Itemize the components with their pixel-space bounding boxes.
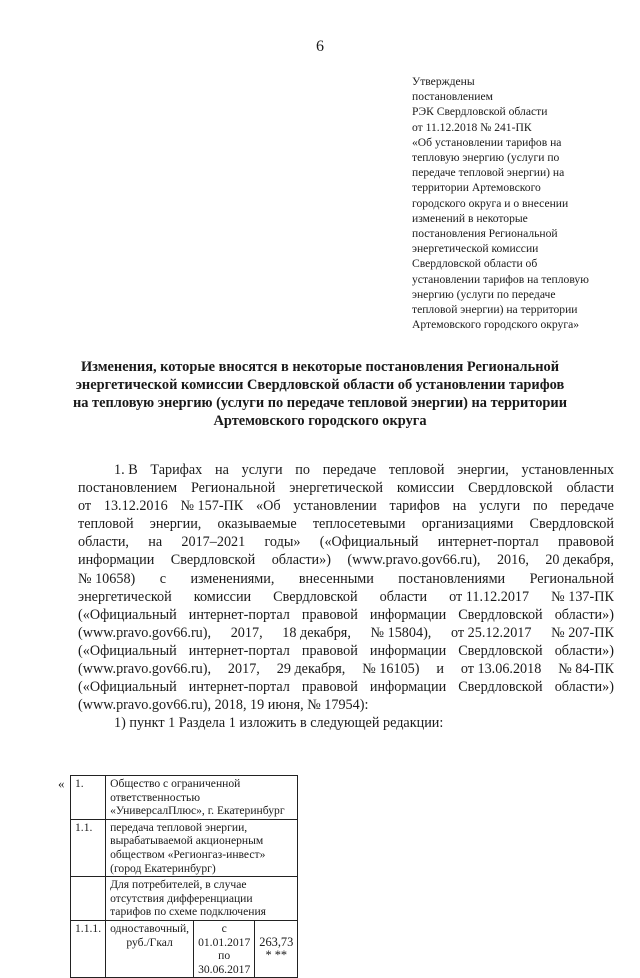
body-line	[78, 642, 614, 660]
body-word: 18 декабря,	[282, 624, 351, 641]
body-word: услуги	[479, 498, 521, 515]
body-word: («Официальный	[319, 534, 419, 551]
subitem-line: 1) пункт 1 Раздела 1 изложить в следующей редакции:	[114, 715, 444, 732]
body-word: на	[148, 534, 163, 551]
body-word: тарифов	[389, 498, 440, 515]
body-word: Свердловской	[468, 480, 553, 497]
body-word: комиссии	[193, 588, 252, 605]
quote-open-mark: «	[58, 776, 65, 791]
body-word: тепловой	[388, 462, 445, 478]
approval-line: передаче тепловой энергии) на	[412, 166, 565, 180]
body-line	[78, 479, 614, 497]
approval-line: энергетической комиссии	[412, 242, 539, 256]
approval-line: Свердловской области об	[412, 257, 538, 271]
body-word: энергии,	[457, 462, 509, 478]
body-word: Тарифах	[150, 462, 203, 478]
approval-line: Утверждены	[412, 75, 475, 88]
body-word: передаче	[322, 462, 377, 478]
body-word: информации	[369, 679, 447, 696]
title-line: Артемовского городского округа	[213, 413, 427, 429]
body-word: организациями	[421, 516, 514, 533]
body-word: области»)	[271, 552, 331, 569]
body-line	[78, 588, 614, 606]
body-word: правовой	[301, 679, 358, 696]
body-word: на	[452, 498, 467, 515]
table-row	[71, 920, 298, 977]
body-word: области	[566, 480, 614, 497]
body-word: 2016,	[496, 552, 529, 569]
body-word: («Официальный	[78, 679, 177, 696]
approval-line: РЭК Свердловской области	[412, 105, 548, 119]
body-word: услуги	[241, 462, 283, 478]
title-line: энергетической комиссии Свердловской области об установлении тарифов	[75, 377, 565, 393]
body-word: годы»	[264, 534, 301, 551]
body-word: № 137-ПК	[551, 588, 614, 605]
page-number: 6	[316, 38, 324, 55]
body-word: правовой	[301, 606, 358, 623]
body-word: интернет-портал	[188, 606, 290, 623]
body-word: Свердловской	[458, 679, 543, 696]
approval-line: территории Артемовского	[412, 181, 541, 195]
body-word: № 16105)	[362, 661, 420, 678]
document-title	[70, 358, 570, 430]
body-word: 13.12.2016	[103, 498, 168, 515]
body-word: Свердловской	[273, 588, 358, 605]
tariff-period: с 01.01.2017 по 30.06.2017	[194, 920, 255, 977]
row-number	[71, 877, 106, 921]
row-text: Общество с ограниченной ответственностью «УниверсалПлюс», г. Екатеринбург	[106, 776, 298, 820]
body-line	[78, 551, 614, 569]
approval-line: постановления Региональной	[412, 227, 558, 241]
body-word: по	[295, 462, 310, 478]
approval-line: постановлением	[412, 90, 493, 104]
body-word: области»)	[554, 642, 614, 659]
body-line	[78, 660, 614, 678]
body-word: Региональной	[190, 480, 276, 497]
approval-line: городского округа и о внесении	[412, 196, 569, 210]
body-word: постановлениями	[398, 570, 506, 587]
body-word: информации	[78, 552, 155, 569]
row-number: 1.	[71, 776, 106, 820]
body-word: Региональной	[529, 570, 614, 587]
body-word: Свердловской	[458, 642, 543, 659]
body-word: оказываемые	[217, 516, 297, 533]
body-paragraph	[78, 461, 614, 732]
body-line	[78, 497, 614, 515]
body-line	[78, 461, 614, 479]
approval-block	[412, 74, 622, 332]
body-word: (www.pravo.gov66.ru),	[78, 624, 212, 641]
body-word: интернет-портал	[437, 534, 539, 551]
table-row	[71, 776, 298, 820]
body-word: правовой	[558, 534, 614, 551]
body-line	[78, 515, 614, 533]
body-word: Свердловской	[529, 516, 614, 533]
tariff-table	[70, 775, 298, 978]
body-word: 20 декабря,	[545, 552, 614, 569]
body-word: № 15804),	[370, 624, 432, 641]
body-word: энергии,	[149, 516, 202, 533]
body-line	[78, 533, 614, 551]
body-word: (www.pravo.gov66.ru),	[78, 661, 212, 678]
body-word: (www.pravo.gov66.ru), 2018, 19 июня, № 17954):	[78, 697, 369, 714]
body-word: 1. В	[114, 462, 138, 478]
approval-line: установлении тарифов на тепловую	[412, 272, 589, 286]
approval-line: «Об установлении тарифов на	[412, 135, 562, 149]
table-row	[71, 877, 298, 921]
approval-line: тепловую энергию (услуги по	[412, 151, 560, 165]
body-word: энергетической	[78, 588, 172, 605]
body-word: тепловой	[78, 516, 134, 533]
body-word: области	[379, 588, 428, 605]
body-word: и	[436, 661, 444, 678]
body-word: (www.pravo.gov66.ru),	[347, 552, 481, 569]
body-line	[78, 570, 614, 588]
body-word: № 207-ПК	[551, 624, 614, 641]
body-line	[78, 624, 614, 642]
approval-line: изменений в некоторые	[412, 211, 528, 225]
body-word: от	[78, 498, 92, 515]
body-word: области,	[78, 534, 129, 551]
row-text: Для потребителей, в случае отсутствия дифференциации тарифов по схеме подключения	[106, 877, 298, 921]
row-number: 1.1.	[71, 819, 106, 876]
body-word: энергетической	[289, 480, 383, 497]
body-word: № 84-ПК	[558, 661, 614, 678]
body-word: на	[214, 462, 229, 478]
body-word: от 25.12.2017	[450, 624, 532, 641]
body-word: 2017,	[230, 624, 263, 641]
body-word: с	[159, 570, 167, 587]
approval-line: от 11.12.2018 № 241-ПК	[412, 120, 532, 134]
body-word: «Об	[256, 498, 281, 515]
title-line: Изменения, которые вносятся в некоторые постановления Региональной	[80, 359, 560, 375]
tariff-type: одноставочный, руб./Гкал	[106, 920, 194, 977]
body-word: передаче	[560, 498, 614, 515]
body-word: области»)	[554, 679, 614, 696]
body-word: № 157-ПК	[180, 498, 244, 515]
body-line	[78, 606, 614, 624]
body-word: Свердловской	[170, 552, 256, 569]
body-word: 2017,	[227, 661, 260, 678]
body-word: от 11.12.2017	[449, 588, 530, 605]
approval-line: Артемовского городского округа»	[412, 318, 580, 332]
body-word: установлении	[293, 498, 377, 515]
body-word: Свердловской	[458, 606, 543, 623]
body-word: комиссии	[396, 480, 455, 497]
body-word: («Официальный	[78, 642, 177, 659]
body-word: интернет-портал	[188, 679, 290, 696]
row-number: 1.1.1.	[71, 920, 106, 977]
body-word: информации	[369, 606, 447, 623]
row-text: передача тепловой энергии, вырабатываемой акционерным обществом «Регионгаз-инвест» (город Екатеринбург)	[106, 819, 298, 876]
approval-line: тепловой энергии) на территории	[412, 303, 578, 317]
body-word: установленных	[521, 462, 614, 478]
title-line: на тепловую энергию (услуги по передаче тепловой энергии) на территории	[72, 395, 568, 411]
body-word: («Официальный	[78, 606, 177, 623]
body-word: изменениями,	[190, 570, 275, 587]
body-word: информации	[369, 642, 447, 659]
body-word: от 13.06.2018	[460, 661, 542, 678]
table-row	[71, 819, 298, 876]
body-line	[78, 696, 614, 714]
approval-line: энергию (услуги по передаче	[412, 287, 556, 301]
body-word: теплосетевыми	[312, 516, 406, 533]
tariff-value: 263,73 * **	[255, 920, 298, 977]
body-word: № 10658)	[78, 570, 136, 587]
body-word: 29 декабря,	[276, 661, 346, 678]
body-word: по	[532, 498, 548, 515]
body-word: 2017–2021	[181, 534, 246, 551]
body-word: правовой	[301, 642, 358, 659]
body-word: постановлением	[78, 480, 178, 497]
body-line	[78, 678, 614, 696]
body-word: области»)	[554, 606, 614, 623]
body-word: интернет-портал	[188, 642, 290, 659]
body-word: внесенными	[298, 570, 374, 587]
